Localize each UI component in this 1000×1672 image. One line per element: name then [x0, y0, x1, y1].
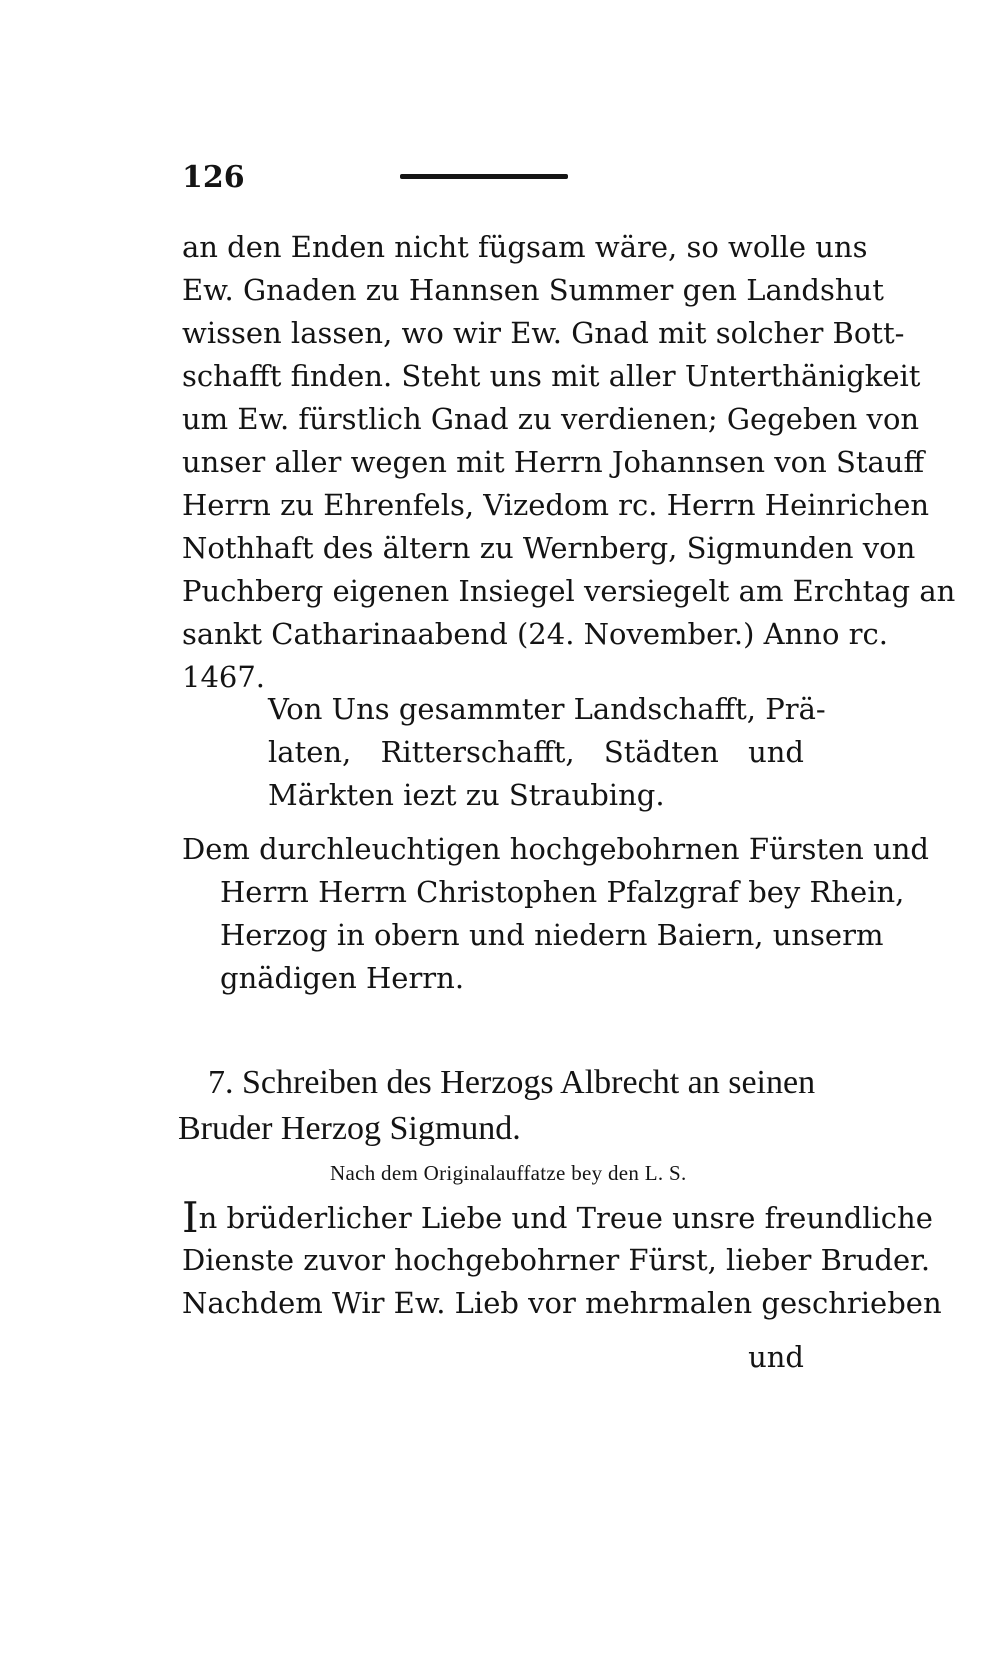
letter-line: Nachdem Wir Ew. Lieb vor mehrmalen geschrieben	[182, 1286, 942, 1320]
text-line: Nothhaft des ältern zu Wernberg, Sigmunden von	[182, 531, 916, 565]
text-line: unser aller wegen mit Herrn Johannsen von Stauff	[182, 445, 925, 479]
source-note-text: Nach dem Originalauffatze bey den L. S.	[330, 1161, 687, 1185]
catchword: und	[748, 1340, 804, 1374]
letter-line: Dienste zuvor hochgebohrner Fürst, lieber Bruder.	[182, 1243, 931, 1277]
text-line: Puchberg eigenen Insiegel versiegelt am Erchtag an	[182, 574, 956, 608]
text-line: an den Enden nicht fügsam wäre, so wolle uns	[182, 230, 868, 264]
address-line: Herrn Herrn Christophen Pfalzgraf bey Rhein,	[220, 875, 905, 909]
text-line: Herrn zu Ehrenfels, Vizedom rc. Herrn Heinrichen	[182, 488, 930, 522]
page-number: 126	[182, 160, 245, 195]
text-line: 1467.	[182, 660, 266, 694]
paragraph-continued	[182, 226, 956, 699]
source-note	[330, 1158, 804, 1188]
signature-line: Märkten iezt zu Straubing.	[268, 778, 665, 812]
address-line: Dem durchleuchtigen hochgebohrnen Fürsten und	[182, 832, 929, 866]
letter-body	[182, 1193, 942, 1325]
letter-line-text: n brüderlicher Liebe und Treue unsre freundliche	[198, 1201, 933, 1235]
heading-line: Bruder Herzog Sigmund.	[178, 1110, 521, 1147]
page-header	[182, 158, 802, 198]
signature-line: laten, Ritterschafft, Städten und	[268, 735, 804, 769]
address-line: gnädigen Herrn.	[220, 961, 465, 995]
section-heading	[178, 1060, 816, 1152]
signature-line: Von Uns gesammter Landschafft, Prä-	[268, 692, 826, 726]
letter-first-line	[182, 1193, 933, 1242]
address-block	[182, 828, 929, 1000]
text-line: sankt Catharinaabend (24. November.) Anno rc.	[182, 617, 888, 651]
text-line: Ew. Gnaden zu Hannsen Summer gen Landshut	[182, 273, 884, 307]
text-line: wissen lassen, wo wir Ew. Gnad mit solcher Bott-	[182, 316, 905, 350]
drop-cap: I	[182, 1193, 199, 1242]
heading-line: 7. Schreiben des Herzogs Albrecht an seinen	[208, 1064, 816, 1101]
text-line: um Ew. fürstlich Gnad zu verdienen; Gegeben von	[182, 402, 920, 436]
text-line: schafft finden. Steht uns mit aller Unterthänigkeit	[182, 359, 921, 393]
address-line: Herzog in obern und niedern Baiern, unserm	[220, 918, 884, 952]
header-rule	[400, 174, 568, 179]
signature-block	[268, 688, 826, 817]
